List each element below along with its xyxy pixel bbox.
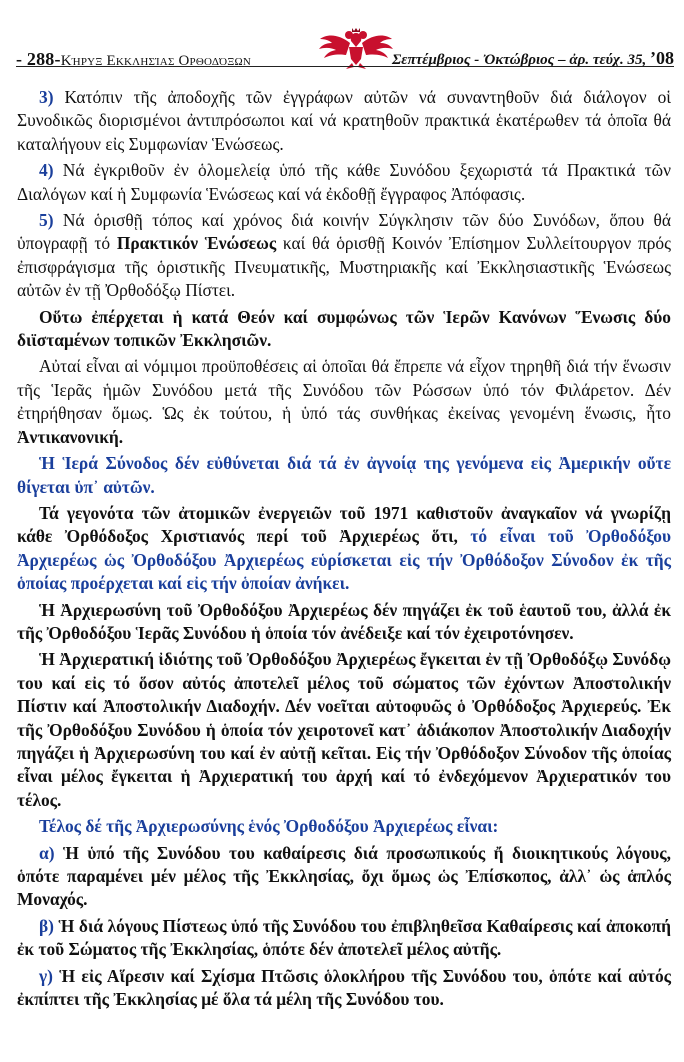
paragraph-text: Αὐταί εἶναι αἱ νόμιμοι προϋποθέσεις αἱ ὁποῖαι θά ἔπρεπε νά εἶχον τηρηθῆ διά τήν ἕνωσιν τῆς Ἱερᾶς ἡμῶν Συνόδου μετά τῆς Συνόδου τῶν Ρώσσων ὑπό τόν Φιλάρετον. Δέν ἐτηρήθησαν ὅμως. Ὡς ἐκ τούτου, ἡ ὑπό τάς συνθήκας ἐκείνας γενομένη ἕνωσις, ἦτο <box>17 356 671 424</box>
paragraph-text: Ἡ εἰς Αἵρεσιν καί Σχίσμα Πτῶσις ὁλοκλήρου τῆς Συνόδου του, ὁπότε καί αὐτός ἐκπίπτει τῆς Ἐκκλησίας μέ ὅλα τά μέλη τῆς Συνόδου του. <box>17 965 671 1010</box>
item-number: 5) <box>39 210 54 231</box>
journal-title: Κήρυξ Εκκλησίας Ορθοδόξων <box>60 53 252 69</box>
list-item-c <box>17 965 671 1012</box>
paragraph-priesthood-source: Ἡ Ἀρχιερωσύνη τοῦ Ὀρθοδόξου Ἀρχιερέως δέν πηγάζει ἐκ τοῦ ἑαυτοῦ του, ἀλλά ἐκ τῆς Ὀρθοδόξου Ἱερᾶς Συνόδου ἡ ὁποία τόν ἀνέδειξε καί τόν ἐχειροτόνησεν. <box>17 599 671 643</box>
paragraph-episcopal-quality: Ἡ Ἀρχιερατική ἰδιότης τοῦ Ὀρθοδόξου Ἀρχιερέως ἔγκειται ἐν τῇ Ὀρθοδόξῳ Συνόδῳ του καί εἰς τό ὅσον αὐτός ἀποτελεῖ μέλος τοῦ σώματος τῶν ἐχόντων Ἀποστολικήν Πίστιν καί Ἀποστολικήν Διαδοχήν. Δέν νοεῖται αὐτοφυῶς ὁ Ὀρθόδοξος Ἀρχιερεύς. Ἐκ τῆς Ὀρθοδόξου Συνόδου ἡ ὁποία τόν χειροτονεῖ κατ᾿ ἀδιάκοπον Ἀποστολικήν Διαδοχήν πηγάζει ἡ Ἀρχιερωσύνη του καί ἐν αὐτῇ κεῖται. Εἰς τήν Ὀρθόδοξον Σύνοδον τῆς ὁποίας εἶναι μέλος ἔγκειται ἡ Ἀρχιερατική του ἀρχή καί τό ἐνδεχόμενον Ἀρχιερατικόν του τέλος. <box>17 649 671 810</box>
highlighted-text: τό εἶναι τοῦ Ὀρθοδόξου Ἀρχιερέως ὡς Ὀρθοδόξου Ἀρχιερέως εὑρίσκεται εἰς τήν Ὀρθόδοξον Σύνοδον ἐκ τῆς ὁποίας προέρχεται καί εἰς τήν ὁποίαν ἀνήκει. <box>17 526 672 594</box>
paragraph-item-5 <box>17 209 671 303</box>
page-number: - 288- <box>16 49 61 69</box>
item-number: 3) <box>39 87 54 107</box>
paragraph-text: καί θά ὁρισθῇ Κοινόν Ἐπίσημον Συλλείτουργον πρός ἐπισφράγισμα τῆς ὁριστικῆς Πνευματικῆς, Μυστηριακῆς καί Ἐκκλησιαστικῆς Ἑνώσεως αὐτῶν ἐν τῇ Ὀρθοδόξῳ Πίστει. <box>17 233 671 301</box>
paragraph-text: Ἡ διά λόγους Πίστεως ὑπό τῆς Συνόδου του ἐπιβληθεῖσα Καθαίρεσις καί ἀποκοπή ἐκ τοῦ Σώματος τῆς Ἐκκλησίας, ὁπότε δέν ἀποτελεῖ μέλος αὐτῆς. <box>17 915 671 960</box>
paragraph-end-of-priesthood: Τέλος δέ τῆς Ἀρχιερωσύνης ἑνός Ὀρθοδόξου Ἀρχιερέως εἶναι: <box>39 816 499 837</box>
paragraph-synod-not-responsible: Ἡ Ἱερά Σύνοδος δέν εὐθύνεται διά τά ἐν ἀγνοίᾳ της γενόμενα εἰς Ἀμερικήν οὔτε θίγεται ὑπ᾿ αὐτῶν. <box>17 453 671 497</box>
bold-term: Πρακτικόν Ἑνώσεως <box>116 233 277 254</box>
list-label: β) <box>39 915 54 936</box>
list-label: α) <box>39 842 55 863</box>
paragraph-union: Οὕτω ἐπέρχεται ἡ κατά Θεόν καί συμφώνως τῶν Ἱερῶν Κανόνων Ἕνωσις δύο διϊσταμένων τοπικῶν Ἐκκλησιῶν. <box>17 306 671 351</box>
item-number: 4) <box>39 160 54 181</box>
bold-term: Ἀντικανονική. <box>17 426 124 447</box>
double-headed-eagle-icon <box>316 27 396 71</box>
paragraph-conditions <box>17 355 671 449</box>
article-body <box>17 86 671 1014</box>
paragraph-text: Νά ἐγκριθοῦν ἐν ὁλομελείᾳ ὑπό τῆς κάθε Συνόδου ξεχωριστά τά Πρακτικά τῶν Διαλόγων καί ἡ Συμφωνία Ἑνώσεως καί νά ἐκδοθῇ ἔγγραφος Ἀπόφασις. <box>17 160 671 204</box>
paragraph-text: Νά ὁρισθῇ τόπος καί χρόνος διά κοινήν Σύγκλησιν τῶν δύο Συνόδων, ὅπου θά ὑπογραφῇ τό <box>17 210 671 254</box>
list-item-a <box>17 842 671 912</box>
paragraph-text: Τά γεγονότα τῶν ἀτομικῶν ἐνεργειῶν τοῦ 1971 καθιστοῦν ἀναγκαῖον νά γνωρίζῃ κάθε Ὀρθόδοξος Χριστιανός περί τοῦ Ἀρχιερέως ὅτι, <box>17 502 671 547</box>
paragraph-text: Κατόπιν τῆς ἀποδοχῆς τῶν ἐγγράφων αὐτῶν νά συναντηθοῦν διά διάλογον οἱ Συνοδικῶς διορισμένοι ἀντιπρόσωποι καί νά κρατηθοῦν πρακτικά ἑκατέρωθεν τά ὁποῖα θά καταλήγουν εἰς Συμφωνίαν Ἑνώσεως. <box>17 87 671 154</box>
paragraph-text: Ἡ ὑπό τῆς Συνόδου του καθαίρεσις διά προσωπικούς ἤ διοικητικούς λόγους, ὁπότε παραμένει μέν μέλος τῆς Ἐκκλησίας, ὄχι ὅμως ὡς Ἐπίσκοπος, ἀλλ᾿ ὡς ἁπλός Μοναχός. <box>17 842 671 910</box>
header-rule <box>16 66 674 67</box>
list-label: γ) <box>39 965 53 986</box>
paragraph-events-1971 <box>17 502 671 596</box>
paragraph-item-4 <box>17 159 671 206</box>
list-item-b <box>17 915 671 962</box>
paragraph-item-3 <box>17 86 671 156</box>
issue-year: ’08 <box>650 48 674 68</box>
issue-label: Σεπτέμβριος - Ὀκτώβριος – ἀρ. τεύχ. 35, <box>392 52 650 68</box>
